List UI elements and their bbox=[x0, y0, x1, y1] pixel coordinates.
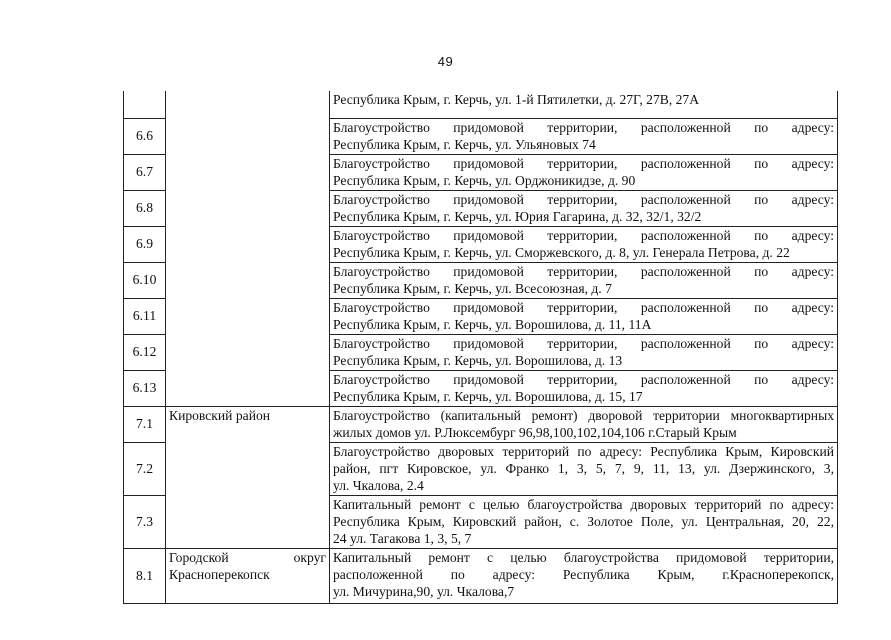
description-line: Республика Крым, г. Керчь, ул. Ульяновых 74 bbox=[333, 136, 596, 152]
row-description bbox=[330, 91, 838, 118]
region-cell: Городской округ Красноперекопск bbox=[166, 548, 330, 603]
row-number: 6.12 bbox=[124, 334, 166, 370]
description-line: Республика Крым, г. Керчь, ул. Ворошилова, д. 11, 11А bbox=[333, 316, 652, 332]
description-line: Благоустройство придомовой территории, расположенной по адресу: bbox=[333, 191, 834, 207]
row-description bbox=[330, 262, 838, 298]
description-line: ул. Чкалова, 2.4 bbox=[333, 477, 424, 493]
description-line: Республика Крым, г. Керчь, ул. Орджоникидзе, д. 90 bbox=[333, 172, 636, 188]
row-number: 6.10 bbox=[124, 262, 166, 298]
row-number bbox=[124, 91, 166, 118]
row-description bbox=[330, 495, 838, 548]
row-description bbox=[330, 226, 838, 262]
description-line: расположенной по адресу: Республика Крым, г.Красноперекопск, bbox=[333, 566, 834, 582]
table-row bbox=[124, 406, 838, 442]
description-line: Республика Крым, г. Керчь, ул. Сморжевского, д. 8, ул. Генерала Петрова, д. 22 bbox=[333, 244, 790, 260]
description-line: Благоустройство придомовой территории, расположенной по адресу: bbox=[333, 371, 834, 387]
description-line: Благоустройство (капитальный ремонт) дворовой территории многоквартирных bbox=[333, 407, 834, 423]
description-line: Капитальный ремонт с целью благоустройства дворовых территорий по адресу: bbox=[333, 496, 834, 512]
region-cell bbox=[166, 91, 330, 406]
row-description bbox=[330, 118, 838, 154]
description-line: Республика Крым, г. Керчь, ул. 1-й Пятилетки, д. 27Г, 27В, 27А bbox=[333, 92, 700, 107]
row-number: 6.11 bbox=[124, 298, 166, 334]
row-number: 6.6 bbox=[124, 118, 166, 154]
row-description bbox=[330, 334, 838, 370]
description-line: Республика Крым, г. Керчь, ул. Ворошилова, д. 13 bbox=[333, 352, 623, 368]
description-line: Благоустройство придомовой территории, расположенной по адресу: bbox=[333, 119, 834, 135]
description-line: Благоустройство придомовой территории, расположенной по адресу: bbox=[333, 227, 834, 243]
description-line: Благоустройство придомовой территории, расположенной по адресу: bbox=[333, 335, 834, 351]
row-description bbox=[330, 190, 838, 226]
row-description bbox=[330, 442, 838, 495]
row-number: 7.3 bbox=[124, 495, 166, 548]
row-description bbox=[330, 370, 838, 406]
description-line: Республика Крым, Кировский район, с. Золотое Поле, ул. Центральная, 20, 22, bbox=[333, 513, 834, 529]
description-line: Капитальный ремонт с целью благоустройства придомовой территории, bbox=[333, 549, 834, 565]
description-line: Благоустройство дворовых территорий по адресу: Республика Крым, Кировский bbox=[333, 443, 834, 459]
description-line: жилых домов ул. Р.Люксембург 96,98,100,102,104,106 г.Старый Крым bbox=[333, 424, 737, 440]
description-line: 24 ул. Тагакова 1, 3, 5, 7 bbox=[333, 530, 472, 546]
row-number: 6.8 bbox=[124, 190, 166, 226]
description-line: Благоустройство придомовой территории, расположенной по адресу: bbox=[333, 155, 834, 171]
region-cell: Кировский район bbox=[166, 406, 330, 548]
description-line: ул. Мичурина,90, ул. Чкалова,7 bbox=[333, 583, 515, 599]
table-row bbox=[124, 548, 838, 603]
row-number: 6.13 bbox=[124, 370, 166, 406]
row-number: 6.7 bbox=[124, 154, 166, 190]
description-line: Республика Крым, г. Керчь, ул. Ворошилова, д. 15, 17 bbox=[333, 388, 643, 404]
page-number: 49 bbox=[437, 54, 454, 69]
table-row bbox=[124, 91, 838, 118]
row-number: 7.2 bbox=[124, 442, 166, 495]
row-description bbox=[330, 298, 838, 334]
row-description bbox=[330, 154, 838, 190]
projects-table bbox=[123, 91, 838, 604]
description-line: Республика Крым, г. Керчь, ул. Юрия Гагарина, д. 32, 32/1, 32/2 bbox=[333, 208, 702, 224]
description-line: Республика Крым, г. Керчь, ул. Всесоюзная, д. 7 bbox=[333, 280, 612, 296]
description-line: район, пгт Кировское, ул. Франко 1, 3, 5, 7, 9, 11, 13, ул. Дзержинского, 3, bbox=[333, 460, 834, 476]
description-line: Благоустройство придомовой территории, расположенной по адресу: bbox=[333, 263, 834, 279]
row-number: 7.1 bbox=[124, 406, 166, 442]
description-line: Благоустройство придомовой территории, расположенной по адресу: bbox=[333, 299, 834, 315]
row-description bbox=[330, 406, 838, 442]
row-number: 6.9 bbox=[124, 226, 166, 262]
row-number: 8.1 bbox=[124, 548, 166, 603]
row-description bbox=[330, 548, 838, 603]
